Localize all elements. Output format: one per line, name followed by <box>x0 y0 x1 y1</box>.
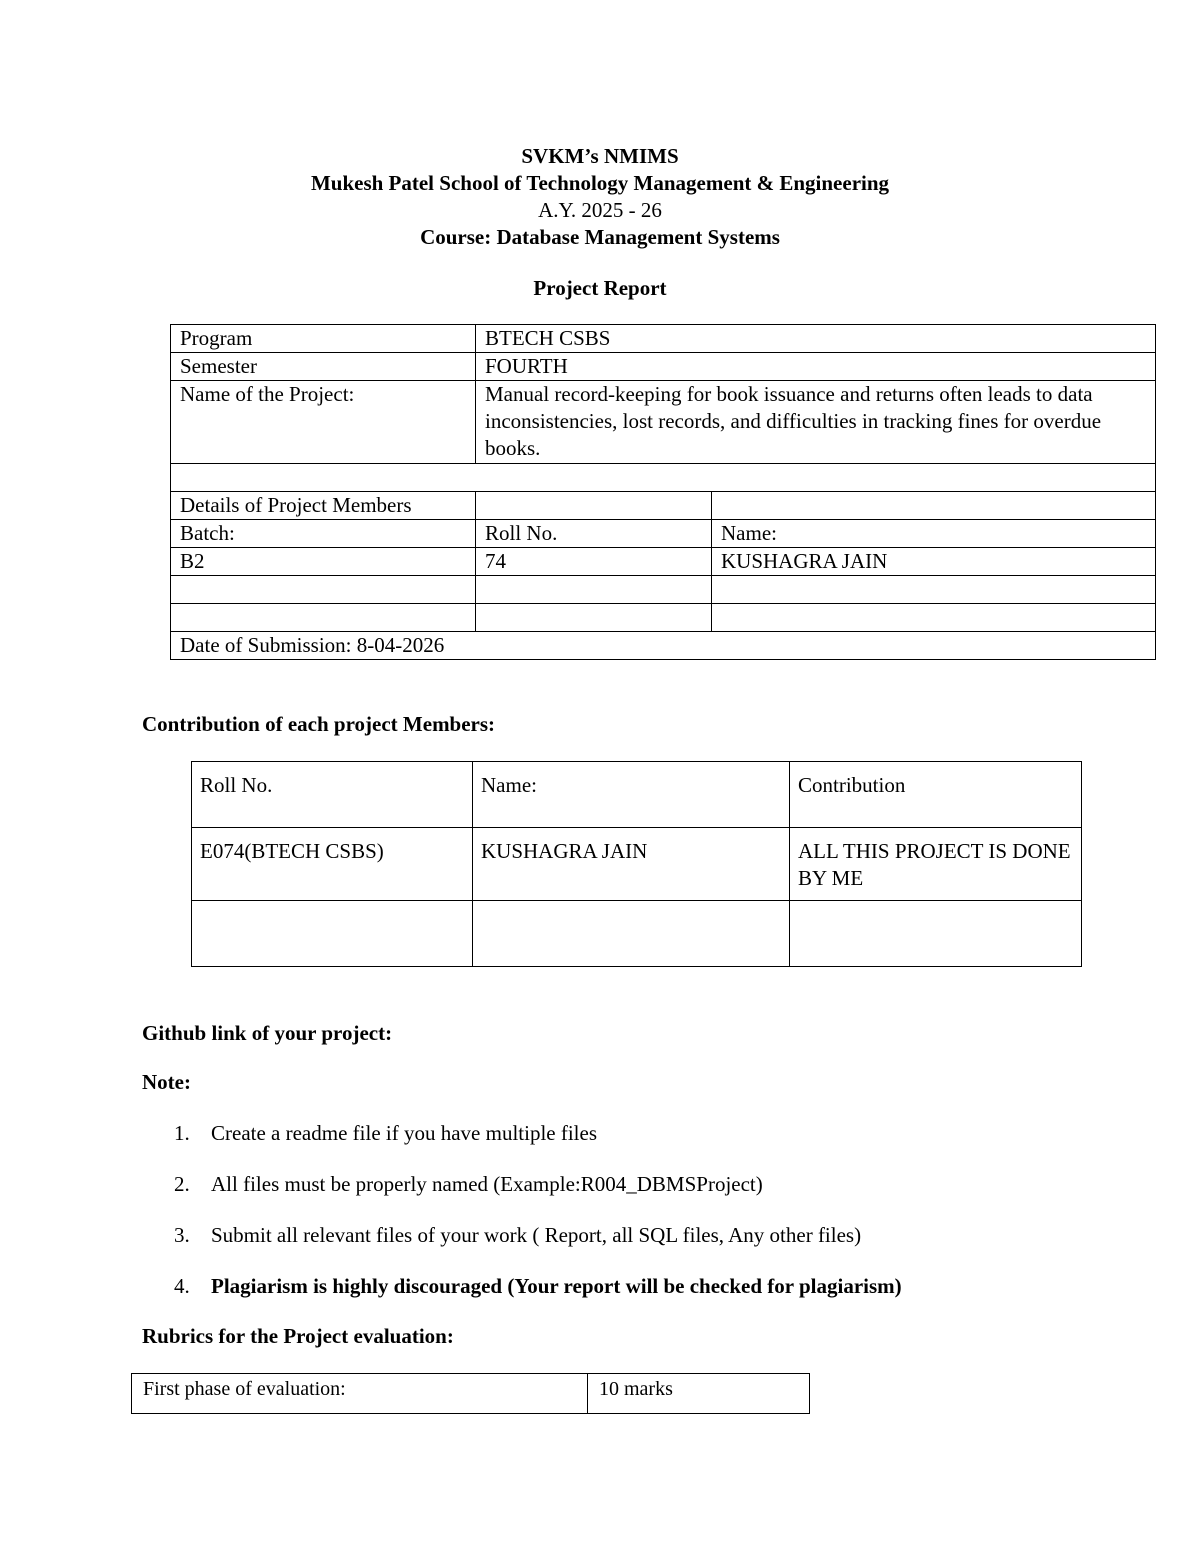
members-label: Details of Project Members <box>171 492 476 520</box>
name-header: Name: <box>473 762 790 828</box>
empty-cell <box>171 464 1156 492</box>
member-name: KUSHAGRA JAIN <box>712 548 1156 576</box>
project-name-value: Manual record-keeping for book issuance and returns often leads to data inconsistencies, lost records, and difficulties in tracking fines for overdue books. <box>476 381 1156 464</box>
submission-date: Date of Submission: 8-04-2026 <box>171 632 1156 660</box>
empty-cell <box>476 576 712 604</box>
contribution-header: Contribution <box>790 762 1082 828</box>
school-name: Mukesh Patel School of Technology Management & Engineering <box>310 171 890 195</box>
note-heading: Note: <box>142 1070 191 1094</box>
list-item <box>174 1222 861 1249</box>
table-row <box>171 576 1156 604</box>
empty-cell <box>712 492 1156 520</box>
course-title: Course: Database Management Systems <box>420 225 780 249</box>
table-row <box>171 381 1156 464</box>
table-row <box>171 464 1156 492</box>
project-info-table <box>170 324 1156 660</box>
list-item <box>174 1171 763 1198</box>
contribution-table <box>191 761 1082 967</box>
table-row <box>192 762 1082 828</box>
table-row <box>171 325 1156 353</box>
member-contribution: ALL THIS PROJECT IS DONE BY ME <box>790 828 1082 901</box>
empty-cell <box>790 901 1082 967</box>
list-number: 3. <box>174 1223 190 1247</box>
list-text: Submit all relevant files of your work ( Report, all SQL files, Any other files) <box>211 1223 862 1247</box>
member-batch: B2 <box>171 548 476 576</box>
table-row <box>132 1374 810 1414</box>
list-number: 2. <box>174 1172 190 1196</box>
list-item <box>174 1273 902 1300</box>
empty-cell <box>192 901 473 967</box>
institution-name: SVKM’s NMIMS <box>521 144 679 168</box>
rubrics-heading: Rubrics for the Project evaluation: <box>142 1324 454 1348</box>
table-row <box>171 520 1156 548</box>
list-text: All files must be properly named (Example:R004_DBMSProject) <box>211 1172 763 1196</box>
program-label: Program <box>171 325 476 353</box>
program-value: BTECH CSBS <box>476 325 1156 353</box>
roll-header: Roll No. <box>192 762 473 828</box>
roll-header: Roll No. <box>476 520 712 548</box>
report-title: Project Report <box>533 276 667 300</box>
table-row <box>192 901 1082 967</box>
semester-label: Semester <box>171 353 476 381</box>
rubric-marks: 10 marks <box>588 1374 810 1414</box>
list-number: 1. <box>174 1121 190 1145</box>
project-name-label: Name of the Project: <box>171 381 476 464</box>
academic-year: A.Y. 2025 - 26 <box>538 198 662 222</box>
list-item <box>174 1120 597 1147</box>
empty-cell <box>712 576 1156 604</box>
member-roll: E074(BTECH CSBS) <box>192 828 473 901</box>
table-row <box>171 492 1156 520</box>
empty-cell <box>473 901 790 967</box>
name-header: Name: <box>712 520 1156 548</box>
empty-cell <box>171 604 476 632</box>
table-row <box>171 604 1156 632</box>
contribution-heading: Contribution of each project Members: <box>142 712 496 736</box>
empty-cell <box>712 604 1156 632</box>
list-text: Plagiarism is highly discouraged (Your report will be checked for plagiarism) <box>211 1274 902 1298</box>
list-number: 4. <box>174 1274 190 1298</box>
table-row <box>171 353 1156 381</box>
table-row <box>171 548 1156 576</box>
rubrics-table <box>131 1373 810 1414</box>
github-heading: Github link of your project: <box>142 1021 393 1045</box>
table-row <box>192 828 1082 901</box>
semester-value: FOURTH <box>476 353 1156 381</box>
empty-cell <box>171 576 476 604</box>
rubric-label: First phase of evaluation: <box>132 1374 588 1414</box>
member-roll: 74 <box>476 548 712 576</box>
member-name: KUSHAGRA JAIN <box>473 828 790 901</box>
batch-header: Batch: <box>171 520 476 548</box>
empty-cell <box>476 604 712 632</box>
table-row <box>171 632 1156 660</box>
list-text: Create a readme file if you have multiple files <box>211 1121 598 1145</box>
empty-cell <box>476 492 712 520</box>
